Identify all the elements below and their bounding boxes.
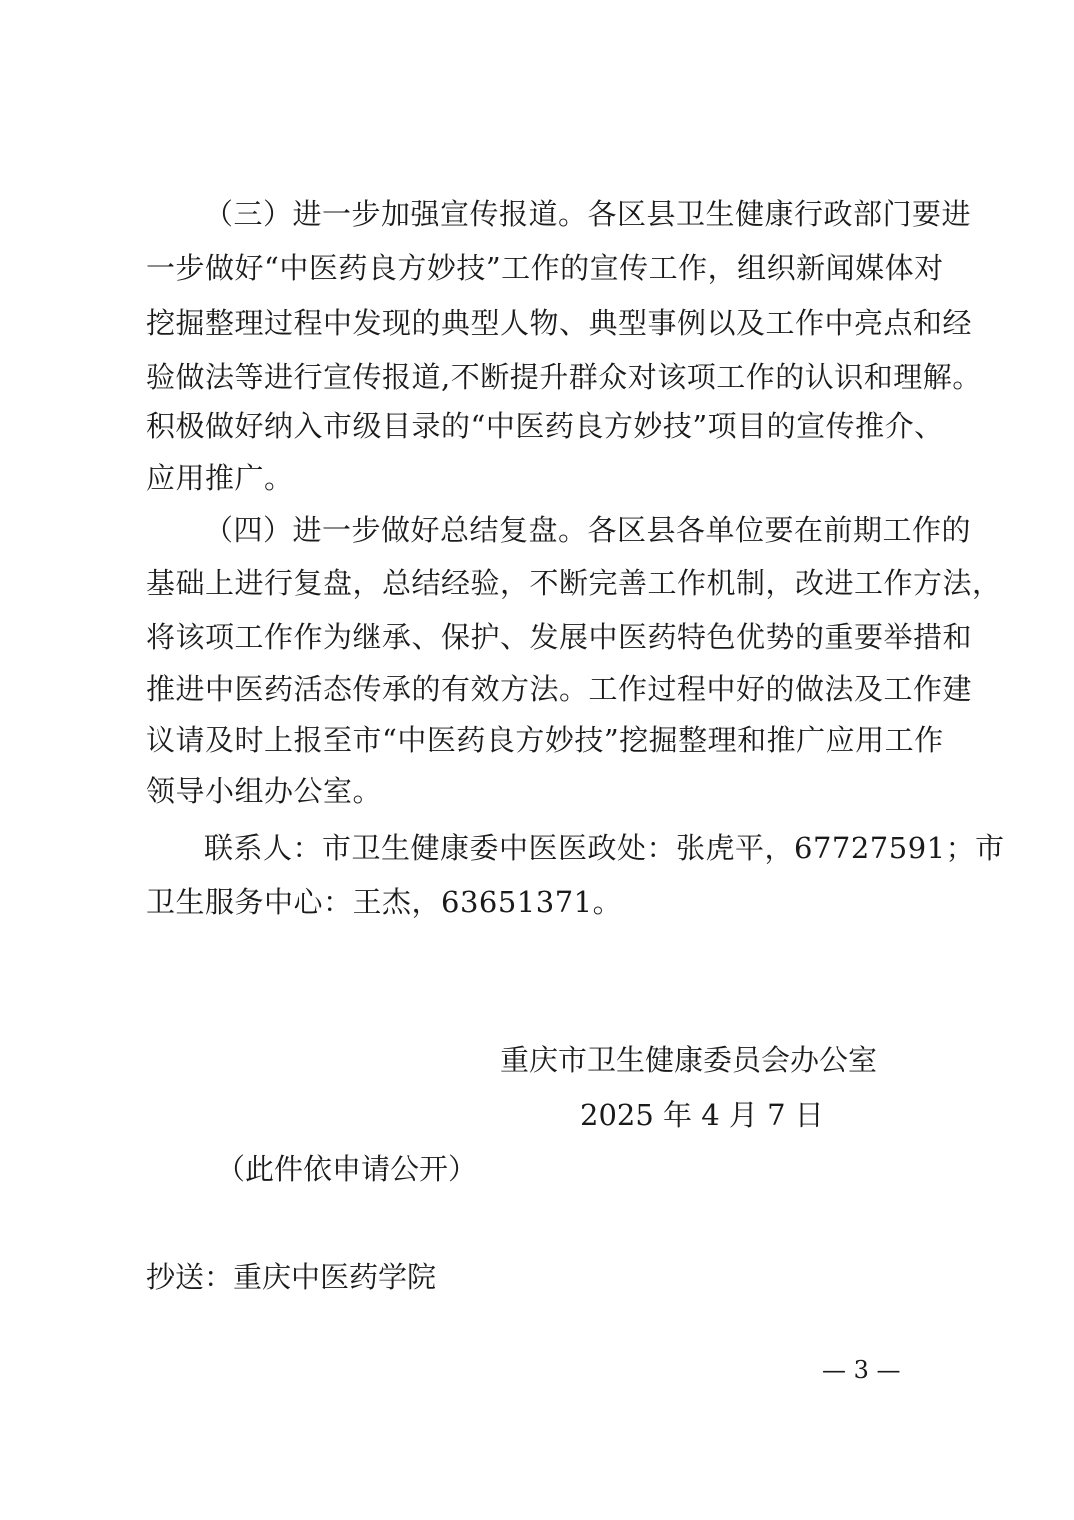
issue-date: 2025 年 4 月 7 日 [580,1098,824,1132]
page-number: — 3 — [822,1356,901,1384]
contact-line: 联系人：市卫生健康委中医医政处：张虎平，67727591；市 [204,831,1005,865]
paragraph-4-line: 基础上进行复盘，总结经验，不断完善工作机制，改进工作方法， [146,566,1002,600]
paragraph-4-line: 推进中医药活态传承的有效方法。工作过程中好的做法及工作建 [146,672,973,706]
disclosure-note: （此件依申请公开） [216,1152,478,1186]
paragraph-3-line: 挖掘整理过程中发现的典型人物、典型事例以及工作中亮点和经 [146,306,973,340]
paragraph-4-line: （四）进一步做好总结复盘。各区县各单位要在前期工作的 [204,513,972,547]
paragraph-4-line: 将该项工作作为继承、保护、发展中医药特色优势的重要举措和 [146,620,973,654]
paragraph-4-line: 议请及时上报至市“中医药良方妙技”挖掘整理和推广应用工作 [146,723,944,757]
contact-line: 卫生服务中心：王杰，63651371。 [146,885,623,919]
paragraph-3-line: 积极做好纳入市级目录的“中医药良方妙技”项目的宣传推介、 [146,409,944,443]
paragraph-3-line: 应用推广。 [146,461,294,495]
issuing-organization: 重庆市卫生健康委员会办公室 [500,1043,878,1077]
cc-line: 抄送：重庆中医药学院 [146,1260,437,1294]
paragraph-4-line: 领导小组办公室。 [146,774,383,808]
paragraph-3-line: 一步做好“中医药良方妙技”工作的宣传工作，组织新闻媒体对 [146,251,944,285]
paragraph-3-line: （三）进一步加强宣传报道。各区县卫生健康行政部门要进 [204,197,972,231]
paragraph-3-line: 验做法等进行宣传报道,不断提升群众对该项工作的认识和理解。 [146,360,982,394]
